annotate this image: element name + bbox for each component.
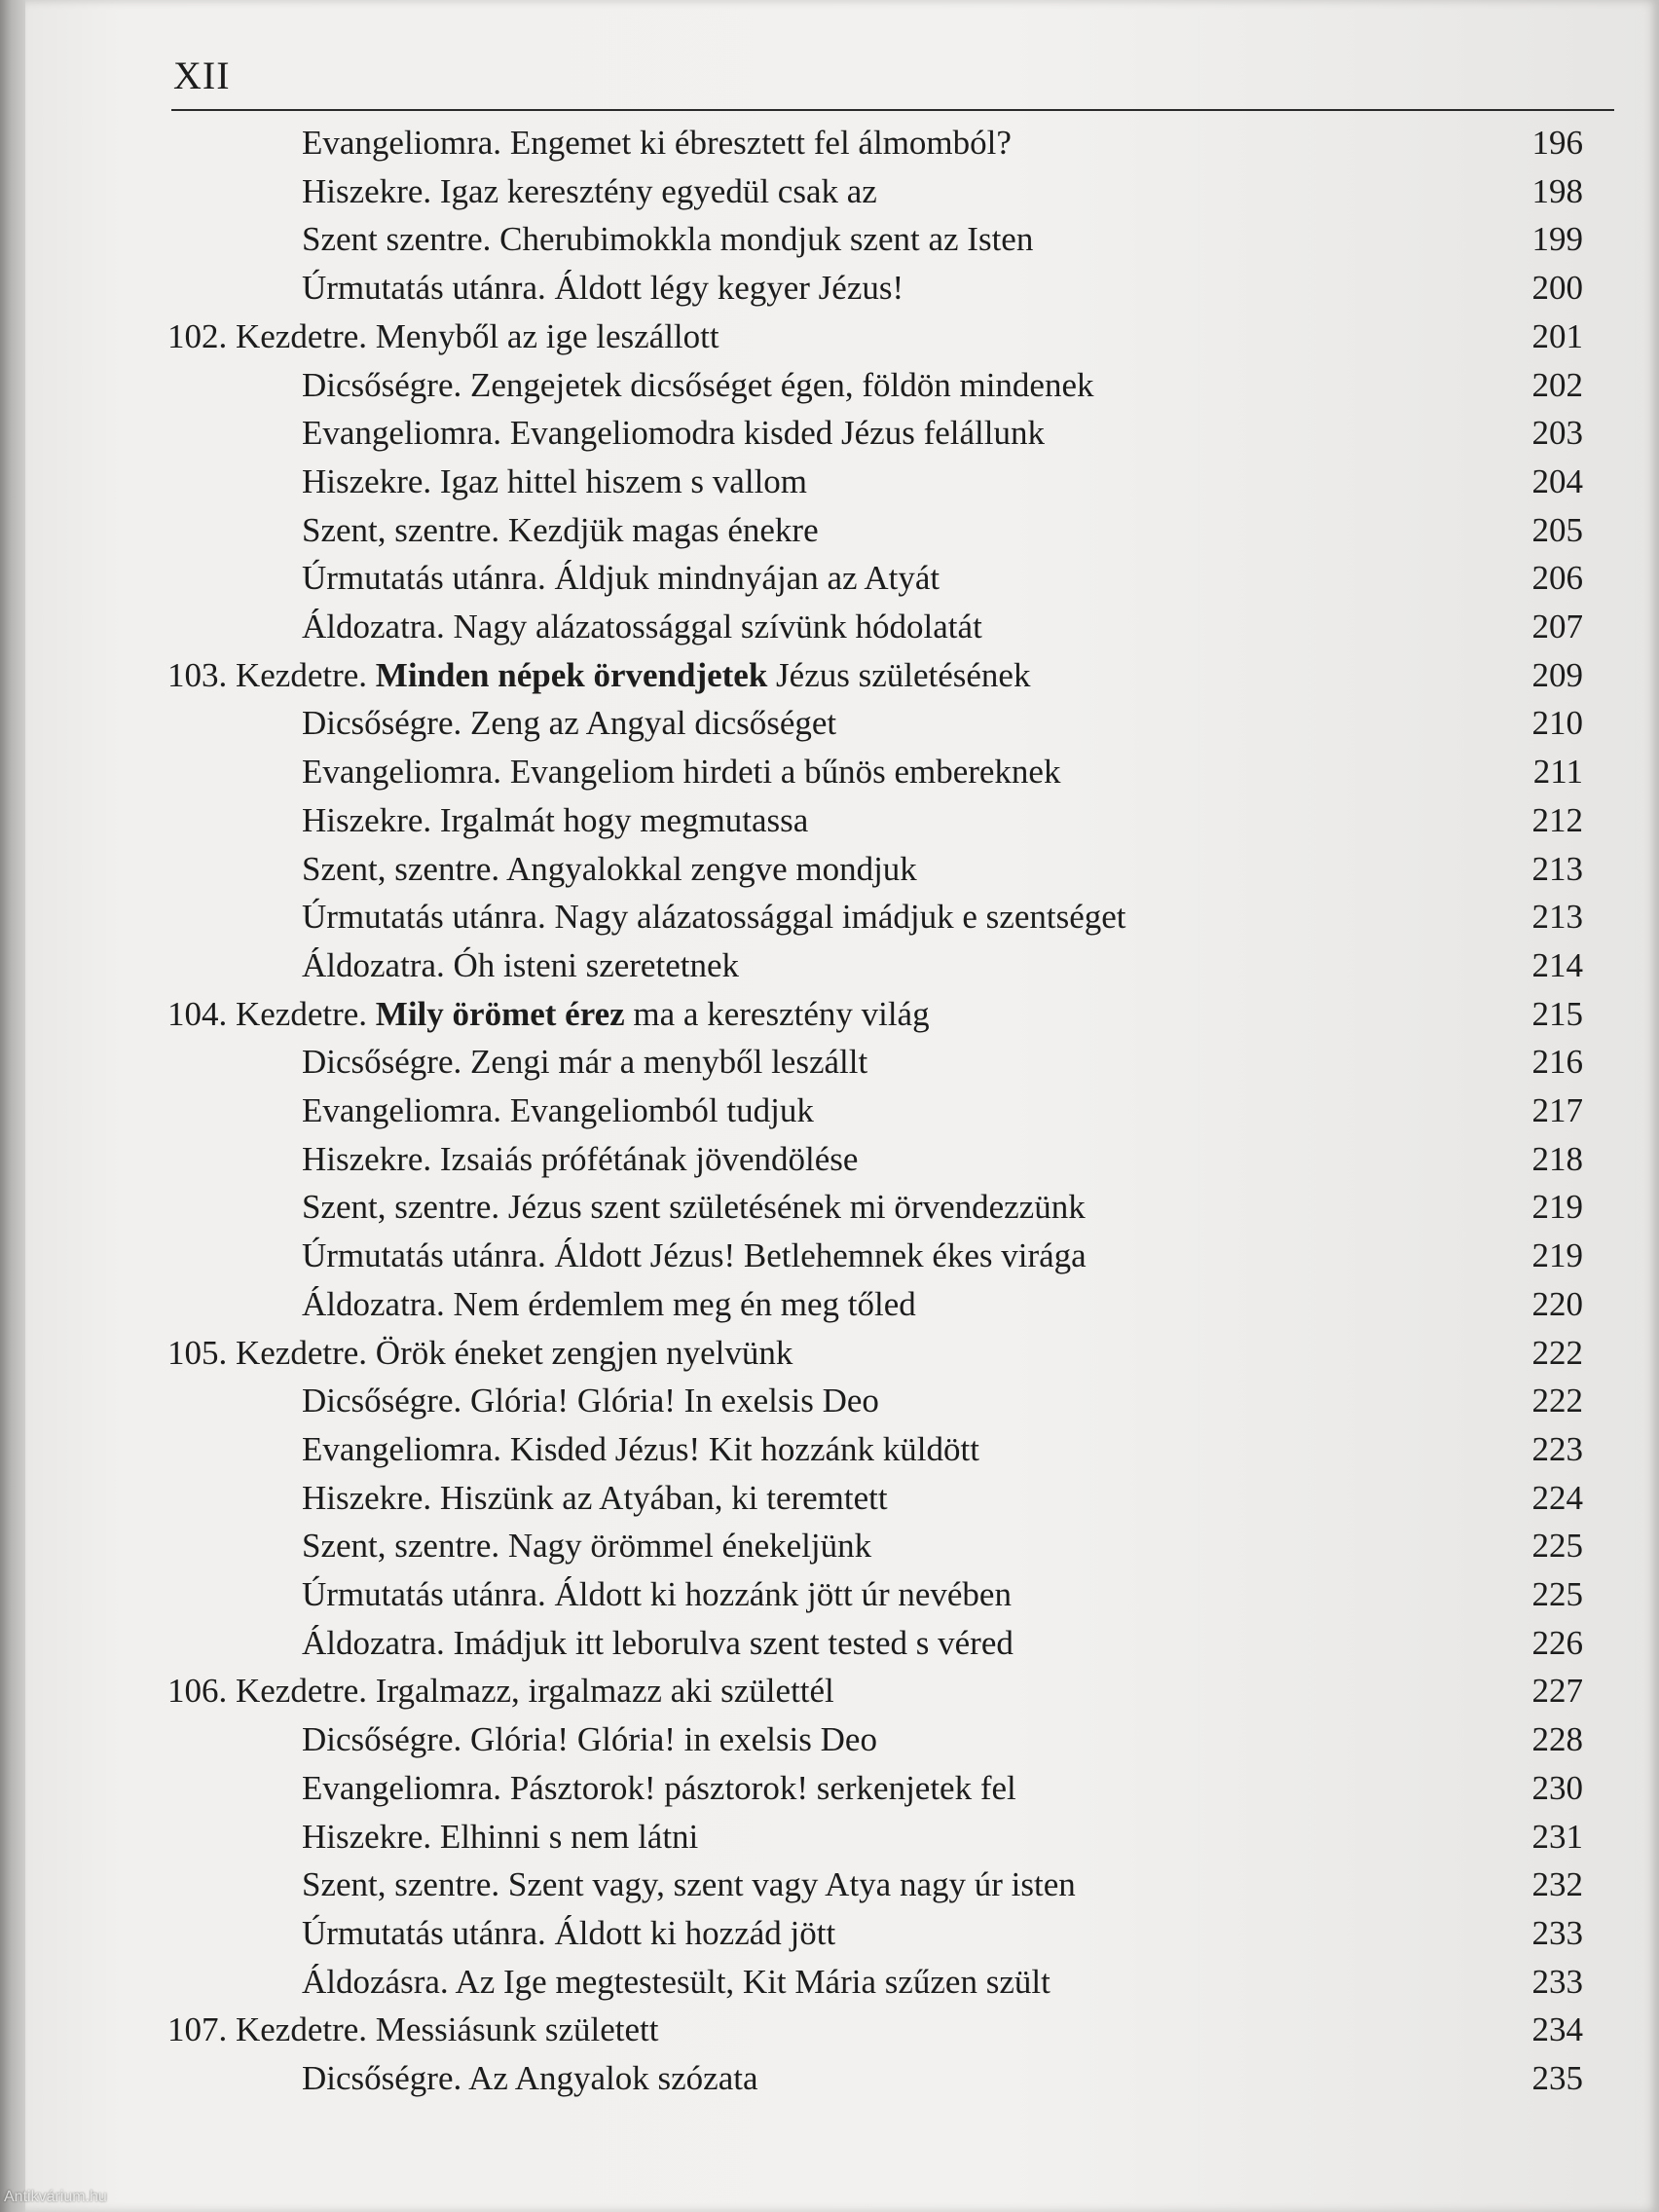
page-number: XII bbox=[173, 54, 231, 97]
toc-sub-entry bbox=[302, 699, 836, 747]
toc-row bbox=[0, 845, 1659, 893]
toc-sub-entry bbox=[302, 603, 982, 650]
toc-row bbox=[0, 361, 1659, 409]
toc-page-number: 198 bbox=[1531, 171, 1583, 210]
hymn-title: Evangeliomból tudjuk bbox=[509, 1091, 814, 1129]
toc-main-entry bbox=[167, 313, 719, 360]
toc-row bbox=[0, 1038, 1659, 1086]
mass-part-label: Evangeliomra. bbox=[302, 1429, 502, 1468]
mass-part-label: Evangeliomra. bbox=[302, 124, 502, 162]
toc-sub-entry bbox=[302, 893, 1126, 940]
toc-row bbox=[0, 215, 1659, 263]
mass-part-label: Úrmutatás utánra. bbox=[302, 559, 546, 598]
toc-sub-entry bbox=[302, 506, 819, 554]
toc-page-number: 223 bbox=[1531, 1429, 1583, 1468]
toc-page-number: 228 bbox=[1531, 1720, 1583, 1759]
hymn-title: Messiásunk született bbox=[375, 2010, 659, 2049]
hymn-title: Igaz hittel hiszem s vallom bbox=[439, 461, 808, 500]
toc-row bbox=[0, 1861, 1659, 1908]
toc-page-number: 213 bbox=[1531, 849, 1583, 888]
mass-part-label: Áldozatra. bbox=[302, 608, 445, 645]
toc-row bbox=[0, 1474, 1659, 1522]
toc-row bbox=[0, 119, 1659, 166]
hymn-title: Nagy alázatossággal imádjuk e szentséget bbox=[554, 898, 1126, 937]
toc-row bbox=[0, 651, 1659, 699]
hymn-title: Pásztorok! pásztorok! serkenjetek fel bbox=[509, 1768, 1016, 1807]
toc-sub-entry bbox=[302, 796, 808, 844]
toc-main-entry bbox=[167, 2006, 658, 2053]
hymn-title: Glória! Glória! in exelsis Deo bbox=[470, 1720, 877, 1759]
toc-sub-entry bbox=[302, 748, 1060, 795]
hymn-title: Zengejetek dicsőséget égen, földön mindenek bbox=[470, 365, 1094, 404]
toc-page-number: 218 bbox=[1531, 1139, 1583, 1178]
mass-part-label: Áldozatra. bbox=[302, 1284, 445, 1323]
toc-sub-entry bbox=[302, 1909, 835, 1957]
toc-row bbox=[0, 313, 1659, 360]
toc-page-number: 219 bbox=[1531, 1236, 1583, 1275]
toc-sub-entry bbox=[302, 941, 739, 989]
mass-part-label: Szent szentre. bbox=[302, 220, 492, 259]
toc-page-number: 199 bbox=[1531, 220, 1583, 259]
hymn-title: Nagy örömmel énekeljünk bbox=[507, 1527, 872, 1566]
toc-sub-entry bbox=[302, 1474, 888, 1522]
mass-part-label: Úrmutatás utánra. bbox=[302, 1236, 546, 1275]
mass-part-label: Dicsőségre. bbox=[302, 1720, 462, 1759]
toc-page-number: 213 bbox=[1531, 898, 1583, 937]
toc-sub-entry bbox=[302, 1038, 867, 1086]
toc-sub-entry bbox=[302, 1715, 877, 1763]
mass-part-label: Kezdetre. bbox=[236, 994, 368, 1033]
mass-part-label: Hiszekre. bbox=[302, 171, 432, 210]
toc-sub-entry bbox=[302, 119, 1012, 166]
mass-part-label: Szent, szentre. bbox=[302, 1527, 500, 1566]
toc-page-number: 230 bbox=[1531, 1768, 1583, 1807]
mass-part-label: Evangeliomra. bbox=[302, 1768, 502, 1807]
toc-row bbox=[0, 1813, 1659, 1861]
mass-part-label: Hiszekre. bbox=[302, 1817, 432, 1856]
mass-part-label: Evangeliomra. bbox=[302, 414, 502, 453]
toc-page-number: 217 bbox=[1531, 1091, 1583, 1129]
toc-row bbox=[0, 1329, 1659, 1377]
toc-row bbox=[0, 167, 1659, 215]
hymn-title: Igaz keresztény egyedül csak az bbox=[439, 171, 877, 210]
toc-page-number: 207 bbox=[1531, 608, 1583, 645]
mass-part-label: Kezdetre. bbox=[236, 1672, 368, 1711]
hymn-title: Irgalmát hogy megmutassa bbox=[439, 800, 809, 839]
entry-number: 104. bbox=[167, 994, 228, 1033]
toc-page-number: 235 bbox=[1531, 2059, 1583, 2097]
toc-page-number: 209 bbox=[1531, 655, 1583, 694]
hymn-title: Óh isteni szeretetnek bbox=[453, 945, 739, 984]
mass-part-label: Kezdetre. bbox=[236, 2010, 368, 2049]
toc-sub-entry bbox=[302, 1958, 1051, 2006]
hymn-title: Zengi már a menyből leszállt bbox=[470, 1043, 868, 1082]
toc-row bbox=[0, 506, 1659, 554]
toc-sub-entry bbox=[302, 1861, 1076, 1908]
mass-part-label: Evangeliomra. bbox=[302, 753, 502, 792]
toc-row bbox=[0, 1425, 1659, 1473]
toc-page-number: 231 bbox=[1531, 1817, 1583, 1856]
toc-sub-entry bbox=[302, 1087, 814, 1134]
hymn-title: Áldott ki hozzánk jött úr nevében bbox=[554, 1575, 1012, 1613]
hymn-title: Glória! Glória! In exelsis Deo bbox=[470, 1382, 879, 1420]
toc-row bbox=[0, 893, 1659, 940]
mass-part-label: Evangeliomra. bbox=[302, 1091, 502, 1129]
toc-sub-entry bbox=[302, 1570, 1012, 1618]
mass-part-label: Áldozatra. bbox=[302, 1623, 445, 1662]
mass-part-label: Dicsőségre. bbox=[302, 1382, 462, 1420]
toc-sub-entry bbox=[302, 2054, 758, 2102]
toc-page-number: 200 bbox=[1531, 269, 1583, 308]
toc-row bbox=[0, 1280, 1659, 1328]
toc-row bbox=[0, 748, 1659, 795]
mass-part-label: Hiszekre. bbox=[302, 461, 432, 500]
toc-row bbox=[0, 990, 1659, 1038]
toc-page-number: 233 bbox=[1531, 1962, 1583, 2001]
hymn-title: Kezdjük magas énekre bbox=[507, 510, 819, 549]
toc-row bbox=[0, 1667, 1659, 1714]
toc-row bbox=[0, 554, 1659, 602]
hymn-title: Imádjuk itt leborulva szent tested s véred bbox=[453, 1623, 1014, 1662]
hymn-title: Evangeliomodra kisded Jézus felállunk bbox=[509, 414, 1045, 453]
hymn-title: Áldott légy kegyer Jézus! bbox=[554, 269, 904, 308]
hymn-title: Kisded Jézus! Kit hozzánk küldött bbox=[509, 1429, 979, 1468]
hymn-title: Nem érdemlem meg én meg tőled bbox=[453, 1284, 916, 1323]
hymn-title: Áldott ki hozzád jött bbox=[554, 1913, 836, 1952]
hymn-title: Menyből az ige leszállott bbox=[375, 316, 719, 355]
toc-row bbox=[0, 796, 1659, 844]
mass-part-label: Hiszekre. bbox=[302, 800, 432, 839]
toc-page-number: 214 bbox=[1531, 945, 1583, 984]
toc-row bbox=[0, 1522, 1659, 1569]
toc-row bbox=[0, 264, 1659, 312]
hymn-title: Zeng az Angyal dicsőséget bbox=[470, 704, 837, 743]
mass-part-label: Hiszekre. bbox=[302, 1139, 432, 1178]
toc-main-entry bbox=[167, 651, 1030, 699]
toc-page-number: 227 bbox=[1531, 1672, 1583, 1711]
hymn-title-bold: Minden népek örvendjetek bbox=[375, 655, 768, 694]
hymn-title: Jézus szent születésének mi örvendezzünk bbox=[507, 1188, 1086, 1227]
toc-page-number: 203 bbox=[1531, 414, 1583, 453]
hymn-title: Áldott Jézus! Betlehemnek ékes virága bbox=[554, 1236, 1087, 1275]
toc-sub-entry bbox=[302, 215, 1033, 263]
hymn-title: ma a keresztény világ bbox=[633, 994, 930, 1033]
entry-number: 106. bbox=[167, 1672, 228, 1711]
toc-row bbox=[0, 1958, 1659, 2006]
toc-row bbox=[0, 2054, 1659, 2102]
toc-row bbox=[0, 409, 1659, 457]
toc-main-entry bbox=[167, 1667, 834, 1714]
toc-sub-entry bbox=[302, 1813, 698, 1861]
mass-part-label: Hiszekre. bbox=[302, 1478, 432, 1517]
entry-number: 102. bbox=[167, 316, 228, 355]
mass-part-label: Kezdetre. bbox=[236, 1333, 368, 1372]
toc-row bbox=[0, 458, 1659, 505]
toc-row bbox=[0, 1909, 1659, 1957]
toc-page-number: 215 bbox=[1531, 994, 1583, 1033]
watermark: Antikvárium.hu bbox=[4, 2189, 107, 2205]
mass-part-label: Kezdetre. bbox=[236, 316, 368, 355]
mass-part-label: Úrmutatás utánra. bbox=[302, 898, 546, 937]
hymn-title: Izsaiás prófétának jövendölése bbox=[439, 1139, 859, 1178]
toc-sub-entry bbox=[302, 1183, 1086, 1231]
hymn-title: Elhinni s nem látni bbox=[439, 1817, 699, 1856]
toc-row bbox=[0, 1135, 1659, 1183]
mass-part-label: Úrmutatás utánra. bbox=[302, 1575, 546, 1613]
toc-page-number: 233 bbox=[1531, 1913, 1583, 1952]
toc-main-entry bbox=[167, 990, 930, 1038]
hymn-title: Engemet ki ébresztett fel álmomból? bbox=[509, 124, 1012, 162]
toc-page-number: 204 bbox=[1531, 461, 1583, 500]
toc-page-number: 234 bbox=[1531, 2010, 1583, 2049]
toc-sub-entry bbox=[302, 1425, 979, 1473]
toc-page-number: 206 bbox=[1531, 559, 1583, 598]
mass-part-label: Áldozásra. bbox=[302, 1962, 449, 2001]
toc-row bbox=[0, 2006, 1659, 2053]
toc-row bbox=[0, 603, 1659, 650]
mass-part-label: Szent, szentre. bbox=[302, 510, 500, 549]
toc-sub-entry bbox=[302, 167, 877, 215]
toc-sub-entry bbox=[302, 1135, 858, 1183]
toc-row bbox=[0, 1377, 1659, 1424]
hymn-title: Evangeliom hirdeti a bűnös embereknek bbox=[509, 753, 1061, 792]
mass-part-label: Szent, szentre. bbox=[302, 1188, 500, 1227]
toc-page-number: 232 bbox=[1531, 1865, 1583, 1904]
toc-page-number: 224 bbox=[1531, 1478, 1583, 1517]
toc-page-number: 226 bbox=[1531, 1623, 1583, 1662]
hymn-title: Nagy alázatossággal szívünk hódolatát bbox=[453, 608, 982, 645]
toc-sub-entry bbox=[302, 1232, 1087, 1279]
hymn-title: Örök éneket zengjen nyelvünk bbox=[375, 1333, 793, 1372]
toc-sub-entry bbox=[302, 554, 940, 602]
toc-row bbox=[0, 1232, 1659, 1279]
toc-page-number: 212 bbox=[1531, 800, 1583, 839]
toc-page-number: 219 bbox=[1531, 1188, 1583, 1227]
hymn-title: Cherubimokkla mondjuk szent az Isten bbox=[499, 220, 1034, 259]
toc-sub-entry bbox=[302, 845, 917, 893]
hymn-title: Szent vagy, szent vagy Atya nagy úr isten bbox=[507, 1865, 1076, 1904]
entry-number: 107. bbox=[167, 2010, 228, 2049]
hymn-title: Hiszünk az Atyában, ki teremtett bbox=[439, 1478, 888, 1517]
toc-row bbox=[0, 699, 1659, 747]
hymn-title: Az Ige megtestesült, Kit Mária szűzen szült bbox=[455, 1962, 1051, 2001]
toc-sub-entry bbox=[302, 361, 1094, 409]
mass-part-label: Áldozatra. bbox=[302, 945, 445, 984]
mass-part-label: Kezdetre. bbox=[236, 655, 368, 694]
toc-sub-entry bbox=[302, 1280, 916, 1328]
hymn-title: Az Angyalok szózata bbox=[468, 2059, 758, 2097]
toc-row bbox=[0, 941, 1659, 989]
toc-sub-entry bbox=[302, 1377, 879, 1424]
toc-row bbox=[0, 1619, 1659, 1667]
toc-row bbox=[0, 1087, 1659, 1134]
toc-row bbox=[0, 1570, 1659, 1618]
mass-part-label: Dicsőségre. bbox=[302, 704, 462, 743]
mass-part-label: Szent, szentre. bbox=[302, 1865, 500, 1904]
mass-part-label: Dicsőségre. bbox=[302, 2059, 462, 2097]
toc-page-number: 205 bbox=[1531, 510, 1583, 549]
hymn-title: Irgalmazz, irgalmazz aki születtél bbox=[375, 1672, 834, 1711]
hymn-title: Áldjuk mindnyájan az Atyát bbox=[554, 559, 940, 598]
toc-sub-entry bbox=[302, 1522, 871, 1569]
toc-row bbox=[0, 1183, 1659, 1231]
toc-page-number: 202 bbox=[1531, 365, 1583, 404]
toc-page-number: 196 bbox=[1531, 124, 1583, 162]
toc-page-number: 222 bbox=[1531, 1333, 1583, 1372]
hymn-title-bold: Mily örömet érez bbox=[375, 994, 625, 1033]
toc-sub-entry bbox=[302, 264, 903, 312]
toc-sub-entry bbox=[302, 1619, 1014, 1667]
toc-main-entry bbox=[167, 1329, 793, 1377]
toc-page-number: 220 bbox=[1531, 1284, 1583, 1323]
toc-page-number: 201 bbox=[1531, 316, 1583, 355]
mass-part-label: Úrmutatás utánra. bbox=[302, 269, 546, 308]
toc-page-number: 210 bbox=[1531, 704, 1583, 743]
mass-part-label: Úrmutatás utánra. bbox=[302, 1913, 546, 1952]
toc-page-number: 222 bbox=[1531, 1382, 1583, 1420]
toc-page-number: 211 bbox=[1532, 753, 1583, 792]
toc-sub-entry bbox=[302, 1764, 1016, 1812]
toc-sub-entry bbox=[302, 409, 1045, 457]
mass-part-label: Szent, szentre. bbox=[302, 849, 500, 888]
mass-part-label: Dicsőségre. bbox=[302, 1043, 462, 1082]
toc-page-number: 216 bbox=[1531, 1043, 1583, 1082]
mass-part-label: Dicsőségre. bbox=[302, 365, 462, 404]
toc-page-number: 225 bbox=[1531, 1527, 1583, 1566]
toc-page-number: 225 bbox=[1531, 1575, 1583, 1613]
hymn-title: Angyalokkal zengve mondjuk bbox=[505, 849, 917, 888]
entry-number: 105. bbox=[167, 1333, 228, 1372]
hymn-title: Jézus születésének bbox=[776, 655, 1031, 694]
entry-number: 103. bbox=[167, 655, 228, 694]
toc-row bbox=[0, 1764, 1659, 1812]
toc-row bbox=[0, 1715, 1659, 1763]
toc-sub-entry bbox=[302, 458, 807, 505]
